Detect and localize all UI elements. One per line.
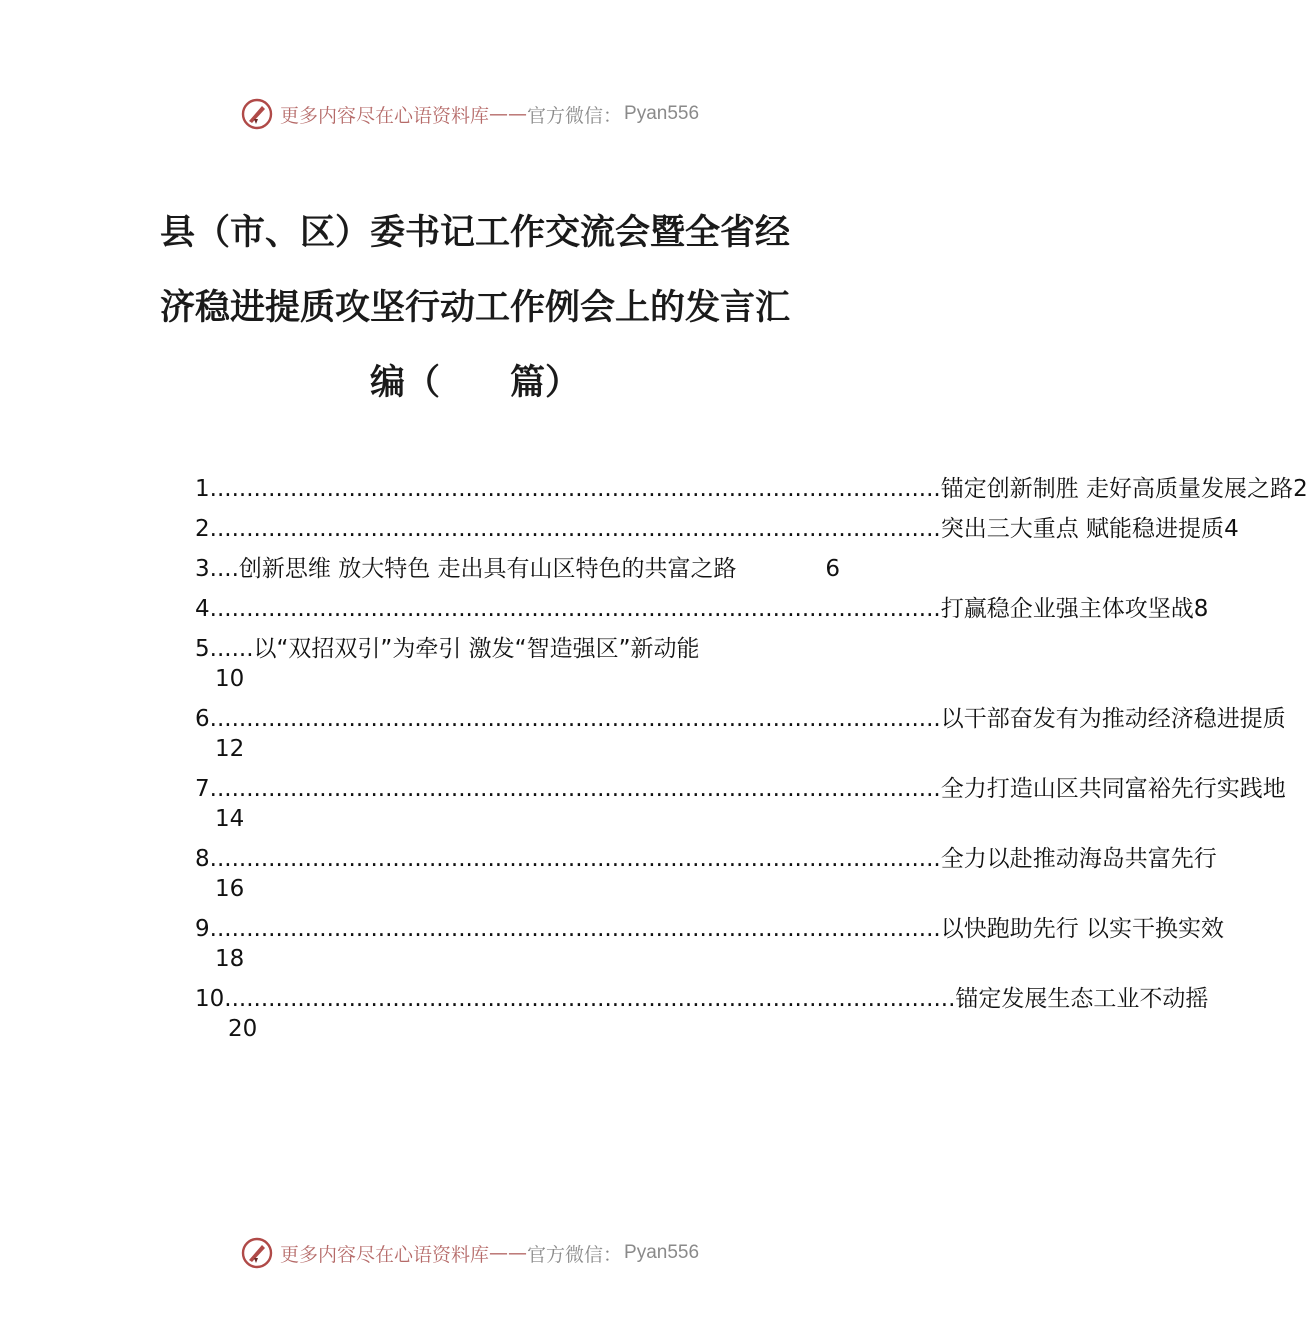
- toc-number: 10: [195, 986, 225, 1012]
- document-title-line-1: 县（市、区）委书记工作交流会暨全省经: [159, 212, 790, 253]
- watermark-dash: ——: [489, 103, 528, 125]
- toc-leader: ....: [209, 556, 239, 582]
- toc-page: 2: [1293, 476, 1308, 502]
- toc-page: 16: [215, 876, 245, 902]
- toc-title: 以干部奋发有为推动经济稳进提质: [940, 706, 1286, 732]
- toc-leader: ....................................................................................................: [209, 706, 941, 732]
- toc-page: 14: [215, 806, 245, 832]
- toc-number: 6: [195, 706, 210, 732]
- toc-page: 8: [1193, 596, 1209, 622]
- toc-leader: ....................................................................................................: [224, 986, 956, 1012]
- toc-page: 20: [228, 1016, 258, 1042]
- toc-number: 9: [195, 916, 210, 942]
- toc-entry-9[interactable]: [195, 914, 1225, 984]
- document-title-line-3: 编（ 篇）: [369, 362, 580, 403]
- toc-page: 12: [215, 736, 245, 762]
- toc-title: 突出三大重点 赋能稳进提质: [940, 516, 1225, 542]
- toc-title: 全力以赴推动海岛共富先行: [940, 846, 1217, 872]
- toc-leader: ....................................................................................................: [209, 846, 941, 872]
- toc-page: 6: [825, 556, 840, 582]
- toc-page: 18: [215, 946, 245, 972]
- toc-title: 锚定发展生态工业不动摇: [955, 986, 1209, 1012]
- toc-number: 1: [195, 476, 210, 502]
- toc-entry-6[interactable]: [195, 704, 1286, 774]
- toc-leader: ......: [209, 636, 254, 662]
- toc-leader: ....................................................................................................: [209, 476, 941, 502]
- watermark-label: 官方微信：: [527, 1243, 623, 1266]
- watermark-label: 官方微信：: [527, 104, 623, 127]
- toc-page: 10: [215, 666, 245, 692]
- toc-leader: ....................................................................................................: [209, 596, 941, 622]
- toc-entry-3[interactable]: [195, 554, 840, 594]
- toc-number: 8: [195, 846, 210, 872]
- header-watermark: [240, 97, 760, 131]
- toc-entry-7[interactable]: [195, 774, 1286, 844]
- toc-leader: ....................................................................................................: [209, 776, 941, 802]
- toc-number: 3: [195, 556, 210, 582]
- quill-logo-icon: [240, 97, 274, 131]
- toc-title: 锚定创新制胜 走好高质量发展之路: [940, 476, 1294, 502]
- document-title-line-2: 济稳进提质攻坚行动工作例会上的发言汇: [159, 287, 790, 328]
- watermark-dash: ——: [489, 1242, 528, 1264]
- toc-leader: ....................................................................................................: [209, 916, 941, 942]
- toc-page: 4: [1224, 516, 1239, 542]
- footer-watermark: [240, 1236, 760, 1270]
- toc-title: 创新思维 放大特色 走出具有山区特色的共富之路: [238, 556, 737, 582]
- toc-entry-8[interactable]: [195, 844, 1217, 914]
- toc-title: 全力打造山区共同富裕先行实践地: [940, 776, 1286, 802]
- toc-entry-10[interactable]: [195, 984, 1209, 1054]
- watermark-id: Pyan556: [624, 103, 700, 124]
- watermark-id: Pyan556: [624, 1242, 700, 1263]
- watermark-text: 更多内容尽在心语资料库: [280, 104, 490, 127]
- toc-entry-2[interactable]: [195, 514, 1239, 554]
- toc-title: 以快跑助先行 以实干换实效: [940, 916, 1225, 942]
- toc-number: 7: [195, 776, 210, 802]
- toc-leader: ....................................................................................................: [209, 516, 941, 542]
- table-of-contents: [195, 474, 1308, 1054]
- toc-number: 5: [195, 636, 210, 662]
- quill-logo-icon: [240, 1236, 274, 1270]
- toc-number: 2: [195, 516, 210, 542]
- toc-entry-4[interactable]: [195, 594, 1209, 634]
- toc-entry-1[interactable]: [195, 474, 1308, 514]
- toc-title: 打赢稳企业强主体攻坚战: [940, 596, 1194, 622]
- toc-entry-5[interactable]: [195, 634, 840, 704]
- watermark-text: 更多内容尽在心语资料库: [280, 1243, 490, 1266]
- toc-title: 以“双招双引”为牵引 激发“智造强区”新动能: [253, 636, 700, 662]
- toc-number: 4: [195, 596, 210, 622]
